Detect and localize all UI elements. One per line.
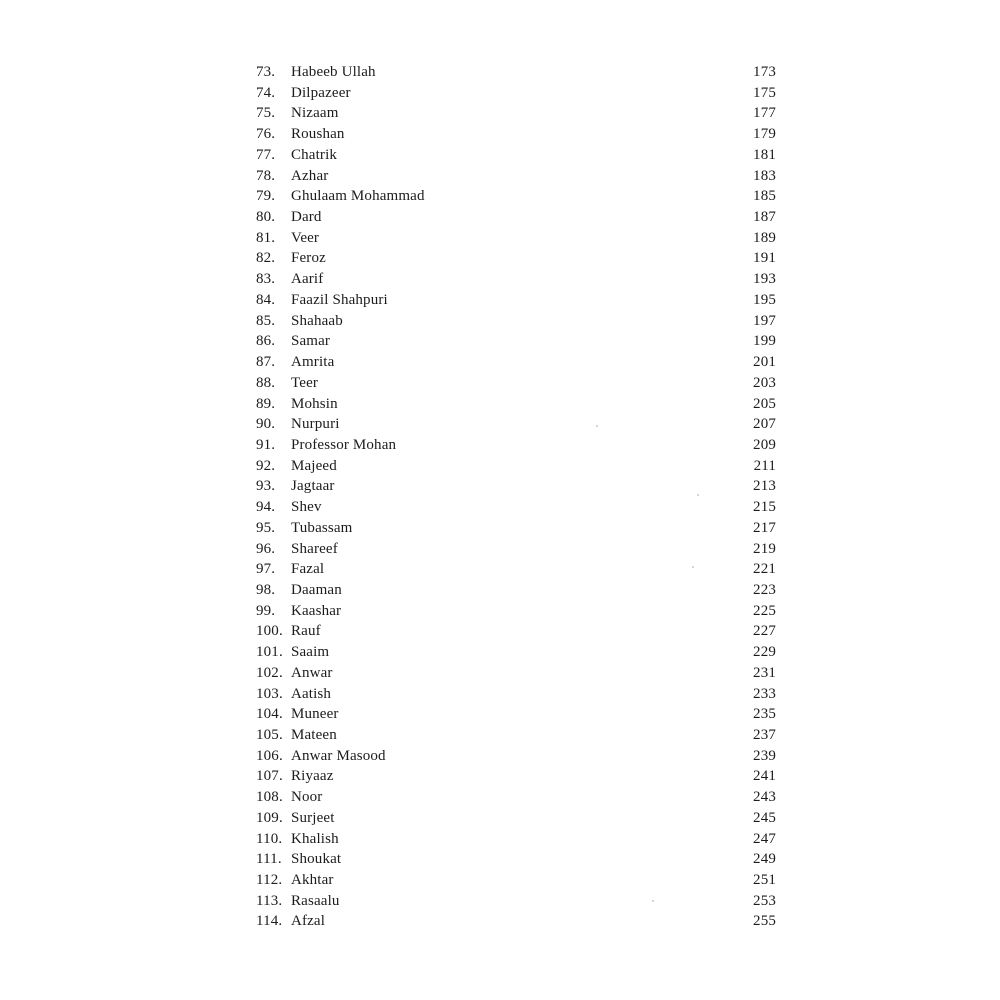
toc-entry-title: Dard xyxy=(291,209,322,226)
toc-entry-title: Tubassam xyxy=(291,519,353,536)
paper-speck xyxy=(652,900,654,902)
toc-entry-number: 84. xyxy=(256,291,276,308)
toc-entry-number: 77. xyxy=(256,146,276,163)
toc-entry-number: 93. xyxy=(256,478,276,495)
toc-entry-number: 103. xyxy=(256,685,283,702)
toc-entry-page-number: 217 xyxy=(753,519,776,536)
toc-entry-number: 112. xyxy=(256,872,283,889)
toc-entry-title: Surjeet xyxy=(291,809,335,826)
toc-entry xyxy=(256,725,776,746)
toc-entry-number: 109. xyxy=(256,809,283,826)
toc-entry xyxy=(256,911,776,932)
toc-entry-number: 98. xyxy=(256,581,276,598)
toc-entry-title: Kaashar xyxy=(291,602,342,619)
toc-entry-page-number: 183 xyxy=(753,167,776,184)
toc-entry-title: Amrita xyxy=(291,354,335,371)
toc-entry-number: 99. xyxy=(256,602,276,619)
toc-entry-number: 100. xyxy=(256,623,283,640)
toc-entry-page-number: 237 xyxy=(753,727,776,743)
toc-entry xyxy=(256,124,776,145)
toc-entry-number: 95. xyxy=(256,519,276,536)
toc-entry-title: Aarif xyxy=(291,271,324,288)
toc-entry xyxy=(256,766,776,787)
toc-entry-page-number: 231 xyxy=(753,664,776,681)
toc-entry xyxy=(256,518,776,539)
toc-entry-number: 94. xyxy=(256,499,276,516)
toc-entry-number: 75. xyxy=(256,105,276,122)
toc-entry-title: Majeed xyxy=(291,457,337,474)
toc-entry-number: 108. xyxy=(256,789,283,806)
toc-entry-page-number: 255 xyxy=(753,913,776,930)
toc-entry-page-number: 197 xyxy=(753,312,776,329)
toc-entry-number: 114. xyxy=(256,913,283,930)
toc-entry-title: Chatrik xyxy=(291,146,338,163)
toc-entry-number: 96. xyxy=(256,540,276,557)
toc-entry-title: Shareef xyxy=(291,540,338,557)
toc-entry-title: Rasaalu xyxy=(291,892,340,909)
toc-entry xyxy=(256,580,776,601)
toc-entry xyxy=(256,373,776,394)
toc-entry xyxy=(256,207,776,228)
toc-entry-number: 73. xyxy=(256,64,276,80)
toc-entry-number: 81. xyxy=(256,229,276,246)
toc-entry-number: 80. xyxy=(256,209,276,226)
table-of-contents-list xyxy=(256,62,776,932)
toc-entry-page-number: 193 xyxy=(753,271,776,288)
toc-entry-title: Veer xyxy=(291,229,320,246)
toc-entry xyxy=(256,186,776,207)
toc-entry-page-number: 203 xyxy=(753,374,776,391)
toc-entry xyxy=(256,394,776,415)
toc-entry xyxy=(256,497,776,518)
toc-entry xyxy=(256,228,776,249)
toc-entry-title: Shahaab xyxy=(291,312,343,329)
toc-entry xyxy=(256,808,776,829)
toc-entry-number: 111. xyxy=(256,851,282,868)
toc-entry-page-number: 207 xyxy=(753,416,776,433)
toc-entry-number: 74. xyxy=(256,84,276,101)
toc-entry-number: 106. xyxy=(256,747,283,764)
toc-entry-title: Riyaaz xyxy=(291,768,334,785)
toc-entry xyxy=(256,663,776,684)
toc-entry-title: Khalish xyxy=(291,830,339,847)
toc-entry-page-number: 175 xyxy=(753,84,776,101)
toc-entry-number: 110. xyxy=(256,830,283,847)
toc-entry xyxy=(256,559,776,580)
toc-entry-title: Faazil Shahpuri xyxy=(291,291,388,308)
toc-entry-title: Shev xyxy=(291,499,322,516)
toc-entry-title: Muneer xyxy=(291,706,339,723)
toc-entry-page-number: 199 xyxy=(753,333,776,350)
toc-entry-title: Nizaam xyxy=(291,105,339,122)
toc-entry-page-number: 201 xyxy=(753,354,776,371)
toc-entry-page-number: 221 xyxy=(753,561,776,578)
toc-entry-number: 85. xyxy=(256,312,276,329)
toc-entry-title: Azhar xyxy=(291,167,329,184)
toc-entry xyxy=(256,414,776,435)
toc-entry-page-number: 191 xyxy=(753,250,776,267)
toc-entry-page-number: 215 xyxy=(753,499,776,516)
toc-entry-page-number: 225 xyxy=(753,602,776,619)
toc-entry-page-number: 249 xyxy=(753,851,776,868)
toc-entry-page-number: 229 xyxy=(753,644,776,661)
toc-entry-title: Afzal xyxy=(291,913,326,930)
toc-entry-page-number: 253 xyxy=(753,892,776,909)
toc-entry xyxy=(256,62,776,83)
toc-entry-page-number: 213 xyxy=(753,478,776,495)
toc-entry-title: Samar xyxy=(291,333,331,350)
toc-entry-page-number: 185 xyxy=(753,188,776,205)
toc-entry-title: Ghulaam Mohammad xyxy=(291,188,425,205)
toc-entry-number: 104. xyxy=(256,706,283,723)
toc-entry-number: 78. xyxy=(256,167,276,184)
toc-entry-title: Saaim xyxy=(291,644,330,661)
toc-entry-page-number: 223 xyxy=(753,581,776,598)
toc-entry xyxy=(256,435,776,456)
toc-entry-title: Professor Mohan xyxy=(291,436,397,453)
toc-entry-page-number: 247 xyxy=(753,830,776,847)
toc-entry xyxy=(256,684,776,705)
toc-entry-number: 86. xyxy=(256,333,276,350)
toc-entry xyxy=(256,248,776,269)
toc-entry-number: 87. xyxy=(256,354,276,371)
toc-entry-title: Anwar xyxy=(291,664,333,681)
toc-entry-page-number: 227 xyxy=(753,623,776,640)
toc-entry-number: 97. xyxy=(256,561,276,578)
toc-entry-title: Mateen xyxy=(291,727,337,743)
toc-entry-number: 83. xyxy=(256,271,276,288)
toc-entry-title: Akhtar xyxy=(291,872,334,889)
paper-speck xyxy=(697,494,699,496)
toc-entry-page-number: 243 xyxy=(753,789,776,806)
toc-entry-title: Jagtaar xyxy=(291,478,335,495)
toc-entry xyxy=(256,331,776,352)
toc-entry-number: 92. xyxy=(256,457,276,474)
toc-entry xyxy=(256,103,776,124)
toc-entry-title: Anwar Masood xyxy=(291,747,386,764)
toc-entry-title: Nurpuri xyxy=(291,416,340,433)
toc-entry-page-number: 189 xyxy=(753,229,776,246)
toc-entry xyxy=(256,166,776,187)
toc-entry-page-number: 235 xyxy=(753,706,776,723)
toc-entry-title: Teer xyxy=(291,374,319,391)
toc-entry-title: Mohsin xyxy=(291,395,338,412)
toc-entry xyxy=(256,642,776,663)
toc-entry xyxy=(256,145,776,166)
toc-entry xyxy=(256,352,776,373)
toc-entry-page-number: 177 xyxy=(753,105,776,122)
toc-entry-title: Aatish xyxy=(291,685,332,702)
toc-entry-title: Roushan xyxy=(291,126,345,143)
toc-entry xyxy=(256,269,776,290)
toc-entry xyxy=(256,746,776,767)
toc-entry xyxy=(256,601,776,622)
toc-entry xyxy=(256,456,776,477)
toc-entry-page-number: 209 xyxy=(753,436,776,453)
toc-entry-title: Feroz xyxy=(291,250,326,267)
toc-entry-number: 89. xyxy=(256,395,276,412)
toc-entry-page-number: 181 xyxy=(753,146,776,163)
toc-entry-page-number: 211 xyxy=(753,457,776,474)
paper-speck xyxy=(692,566,694,568)
toc-entry xyxy=(256,83,776,104)
toc-entry-number: 76. xyxy=(256,126,276,143)
toc-entry xyxy=(256,849,776,870)
toc-entry-page-number: 205 xyxy=(753,395,776,412)
toc-entry-page-number: 187 xyxy=(753,209,776,226)
toc-entry-title: Daaman xyxy=(291,581,342,598)
paper-speck xyxy=(596,425,598,427)
toc-entry xyxy=(256,787,776,808)
toc-entry-title: Dilpazeer xyxy=(291,84,351,101)
toc-entry-number: 102. xyxy=(256,664,283,681)
toc-entry xyxy=(256,539,776,560)
toc-entry-title: Habeeb Ullah xyxy=(291,64,376,80)
toc-entry-title: Fazal xyxy=(291,561,325,578)
toc-entry-title: Shoukat xyxy=(291,851,342,868)
toc-entry-number: 88. xyxy=(256,374,276,391)
toc-entry xyxy=(256,870,776,891)
toc-entry xyxy=(256,891,776,912)
toc-entry-page-number: 233 xyxy=(753,685,776,702)
toc-entry-page-number: 239 xyxy=(753,747,776,764)
toc-entry xyxy=(256,621,776,642)
toc-entry-number: 105. xyxy=(256,727,283,743)
toc-entry-page-number: 173 xyxy=(753,64,776,80)
toc-entry-page-number: 251 xyxy=(753,872,776,889)
toc-entry-number: 82. xyxy=(256,250,276,267)
toc-entry-title: Noor xyxy=(291,789,323,806)
toc-entry-number: 79. xyxy=(256,188,276,205)
toc-entry-page-number: 179 xyxy=(753,126,776,143)
toc-entry-number: 107. xyxy=(256,768,283,785)
toc-entry xyxy=(256,829,776,850)
toc-entry-number: 113. xyxy=(256,892,283,909)
toc-entry-page-number: 195 xyxy=(753,291,776,308)
toc-entry xyxy=(256,290,776,311)
toc-entry-page-number: 241 xyxy=(753,768,776,785)
toc-entry-title: Rauf xyxy=(291,623,321,640)
toc-entry-page-number: 245 xyxy=(753,809,776,826)
toc-entry-number: 101. xyxy=(256,644,283,661)
toc-entry-page-number: 219 xyxy=(753,540,776,557)
toc-entry-number: 90. xyxy=(256,416,276,433)
toc-entry-number: 91. xyxy=(256,436,276,453)
toc-entry xyxy=(256,311,776,332)
toc-entry xyxy=(256,704,776,725)
